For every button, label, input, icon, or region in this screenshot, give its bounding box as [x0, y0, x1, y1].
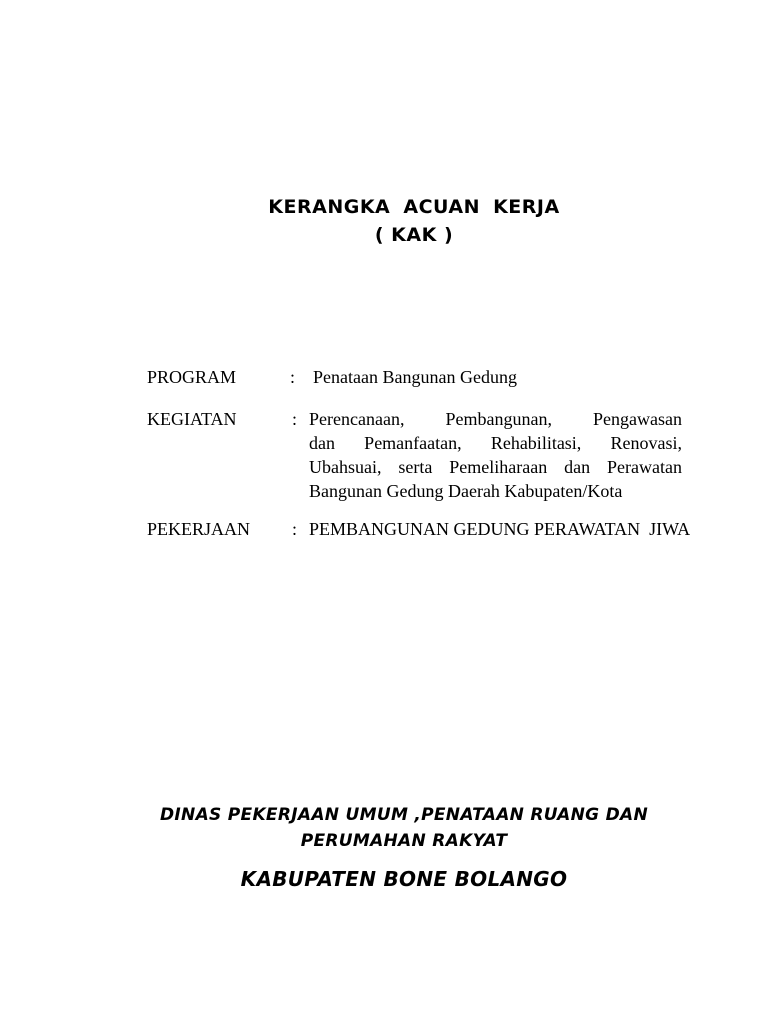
kegiatan-line: dan Pemanfaatan, Rehabilitasi, Renovasi, [309, 433, 682, 453]
pekerjaan-colon: : [292, 519, 298, 539]
program-value: Penataan Bangunan Gedung [313, 367, 517, 387]
kegiatan-line: Perencanaan, Pembangunan, Pengawasan [309, 409, 682, 429]
program-label: PROGRAM [147, 367, 237, 387]
kegiatan-value [309, 407, 682, 503]
document-title: KERANGKA ACUAN KERJA [268, 196, 560, 218]
kegiatan-line: Ubahsuai, serta Pemeliharaan dan Perawatan [309, 457, 682, 477]
kegiatan-colon: : [292, 409, 298, 429]
document-subtitle: ( KAK ) [374, 224, 454, 246]
kegiatan-line: Bangunan Gedung Daerah Kabupaten/Kota [309, 481, 623, 501]
kegiatan-label: KEGIATAN [147, 409, 237, 429]
pekerjaan-label: PEKERJAAN [147, 519, 251, 539]
program-colon: : [290, 367, 296, 387]
pekerjaan-value: PEMBANGUNAN GEDUNG PERAWATAN JIWA [309, 519, 691, 539]
department-name-line1: DINAS PEKERJAAN UMUM ,PENATAAN RUANG DAN [160, 805, 648, 825]
department-name-line2: PERUMAHAN RAKYAT [300, 831, 508, 851]
regency-name: KABUPATEN BONE BOLANGO [240, 867, 568, 891]
